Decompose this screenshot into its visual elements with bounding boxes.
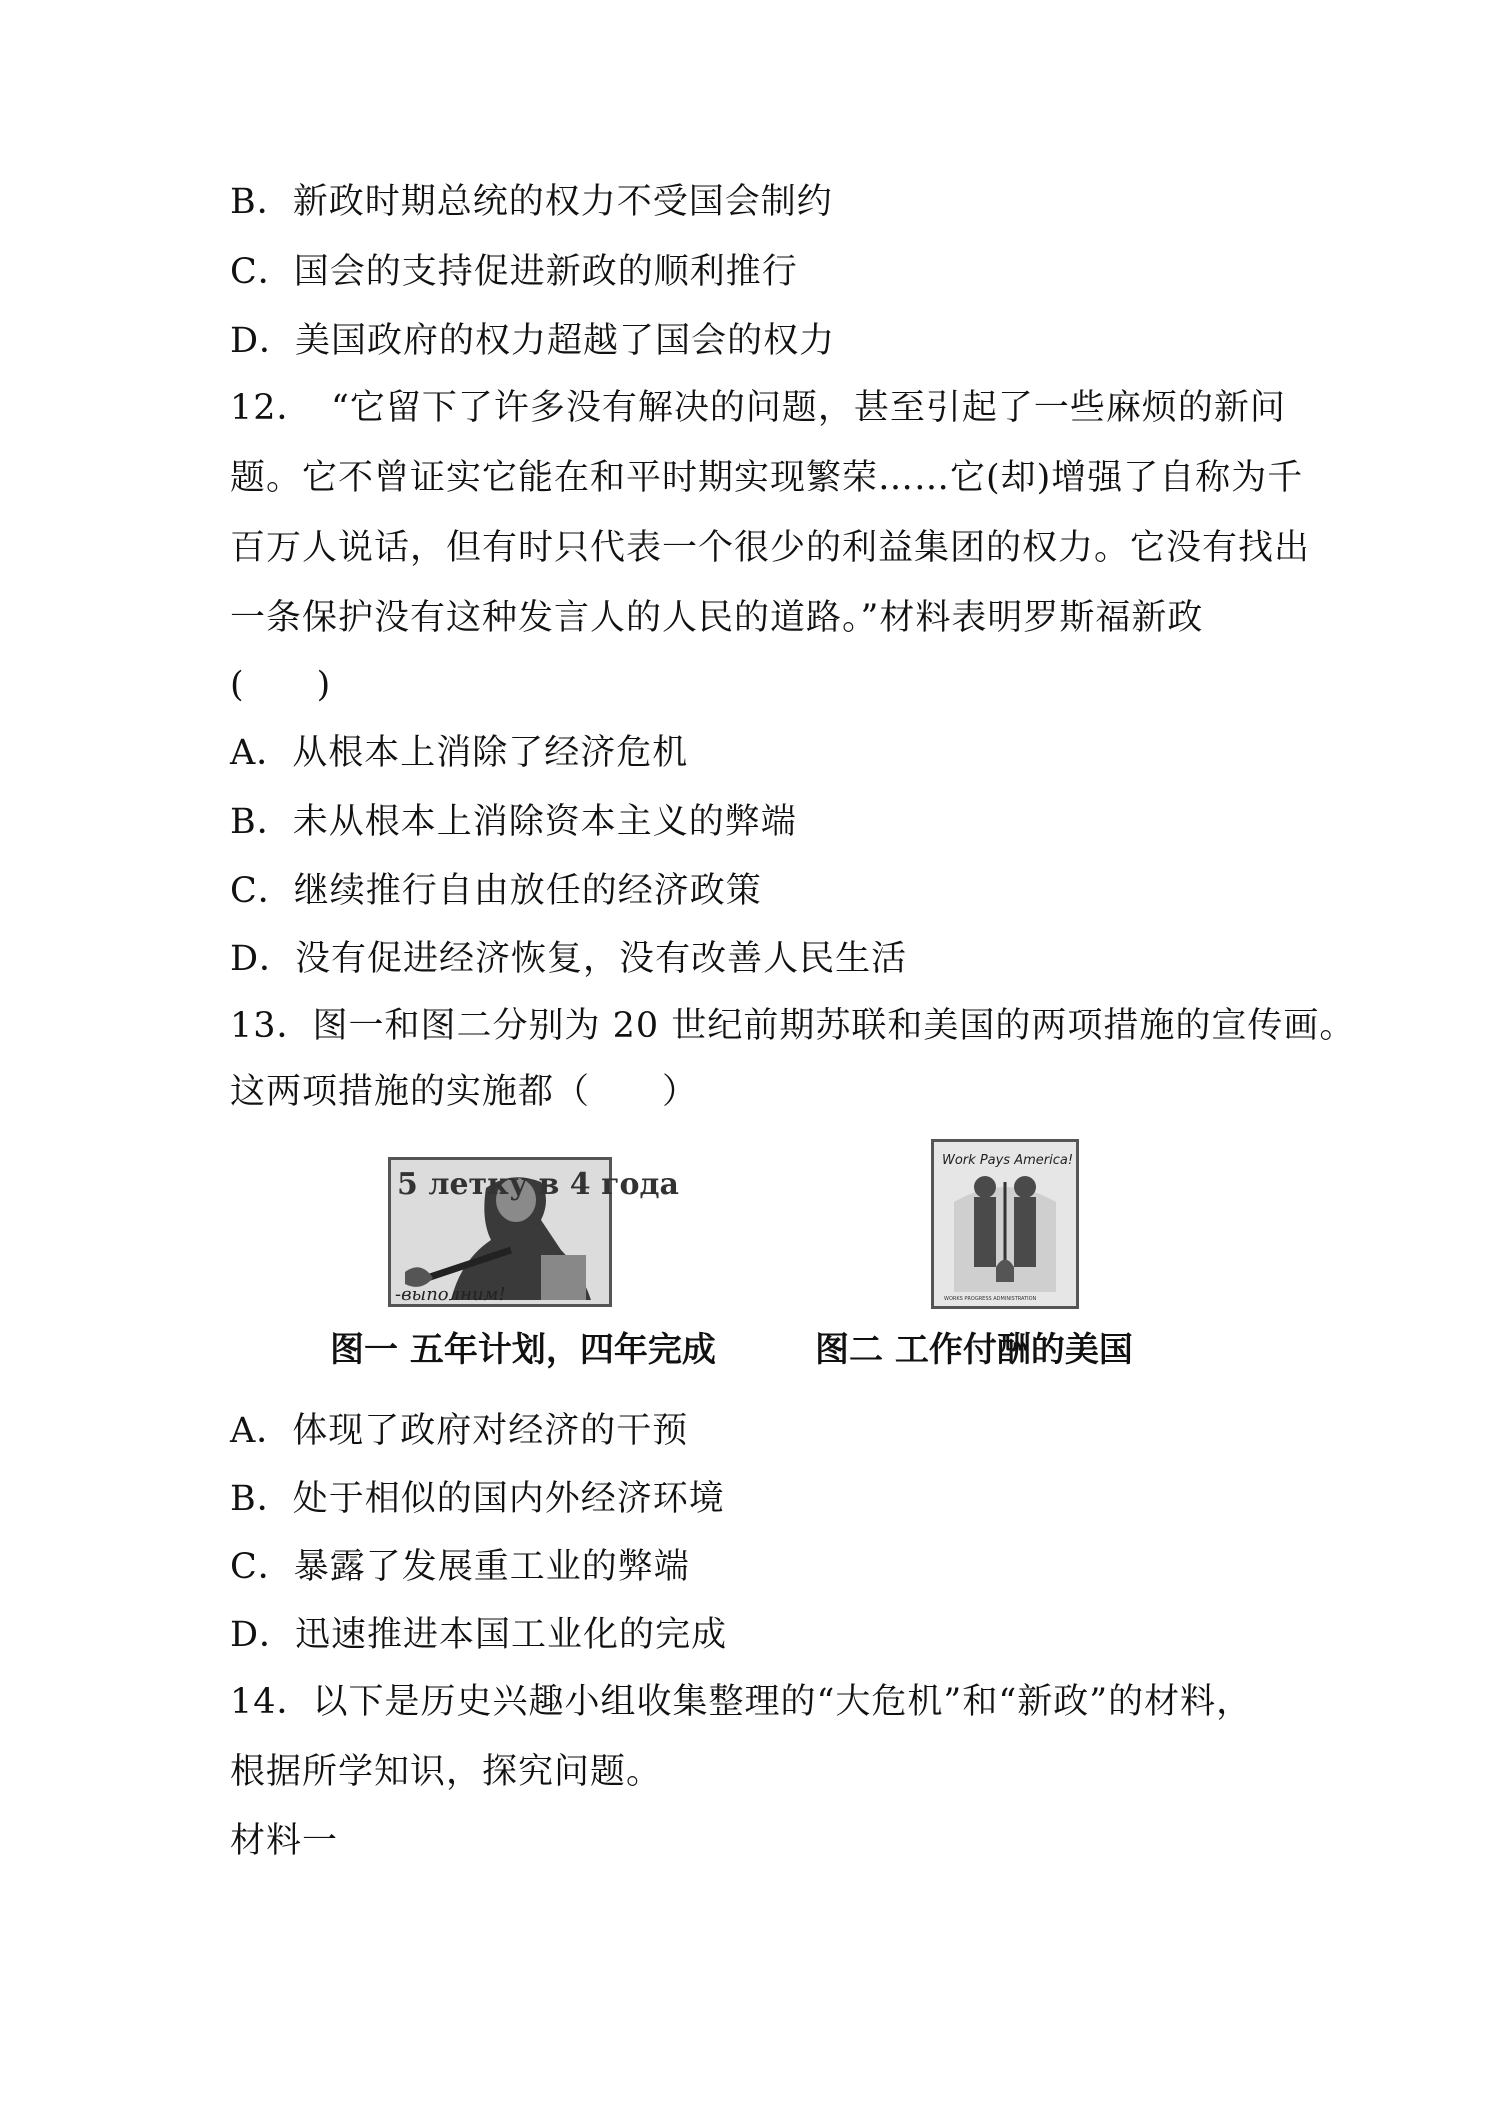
poster-1-bottom-text: -выполним! <box>395 1284 506 1305</box>
q11-option-d: D．美国政府的权力超越了国会的权力 <box>230 321 836 361</box>
q12-option-d: D．没有促进经济恢复，没有改善人民生活 <box>230 939 908 979</box>
q13-option-d: D．迅速推进本国工业化的完成 <box>230 1615 728 1655</box>
farmer-and-worker-illustration <box>934 1142 1076 1306</box>
poster-2-top-text: Work Pays America! <box>942 1153 1074 1168</box>
q14-material-label: 材料一 <box>230 1821 339 1861</box>
q13-stem-line-2: 这两项措施的实施都（ ） <box>230 1072 699 1112</box>
figure-2-poster <box>931 1139 1079 1309</box>
q12-answer-blank: ( ) <box>230 665 332 705</box>
figure-1-caption: 图一 五年计划，四年完成 <box>330 1330 716 1370</box>
q14-stem-line-2: 根据所学知识，探究问题。 <box>230 1752 663 1792</box>
poster-2-bottom-text: WORKS PROGRESS ADMINISTRATION <box>944 1296 1037 1302</box>
q12-option-b: B．未从根本上消除资本主义的弊端 <box>230 802 797 842</box>
q14-stem-line-1: 14．以下是历史兴趣小组收集整理的“大危机”和“新政”的材料， <box>230 1682 1253 1722</box>
worker-with-shovel-illustration <box>391 1160 679 1305</box>
figure-1-poster <box>388 1157 679 1307</box>
q12-option-a: A．从根本上消除了经济危机 <box>230 733 689 773</box>
q13-option-a: A．体现了政府对经济的干预 <box>230 1411 689 1451</box>
q12-option-c: C．继续推行自由放任的经济政策 <box>230 871 762 911</box>
q12-stem-line-3: 百万人说话，但有时只代表一个很少的利益集团的权力。它没有找出 <box>230 528 1311 568</box>
q13-option-b: B．处于相似的国内外经济环境 <box>230 1479 725 1519</box>
poster-1-top-text: 5 летку в 4 года <box>397 1167 679 1202</box>
figure-2-caption: 图二 工作付酬的美国 <box>815 1330 1133 1370</box>
q12-stem-line-4: 一条保护没有这种发言人的人民的道路。”材料表明罗斯福新政 <box>230 598 1204 638</box>
q12-stem-line-1: 12． “它留下了许多没有解决的问题，甚至引起了一些麻烦的新问 <box>230 388 1286 428</box>
q13-stem-line-1: 13．图一和图二分别为 20 世纪前期苏联和美国的两项措施的宣传画。 <box>230 1006 1356 1046</box>
q12-stem-line-2: 题。它不曾证实它能在和平时期实现繁荣……它(却)增强了自称为千 <box>230 458 1304 498</box>
q11-option-b: B．新政时期总统的权力不受国会制约 <box>230 182 833 222</box>
q11-option-c: C．国会的支持促进新政的顺利推行 <box>230 252 798 292</box>
q13-option-c: C．暴露了发展重工业的弊端 <box>230 1547 690 1587</box>
